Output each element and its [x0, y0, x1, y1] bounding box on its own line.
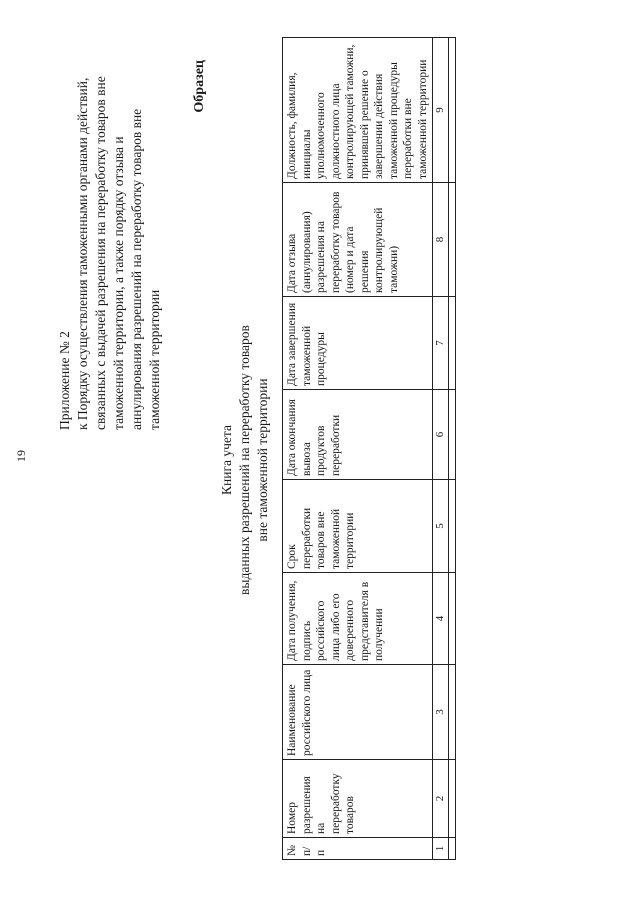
table-cell [448, 183, 455, 297]
column-number-row [433, 38, 449, 860]
column-number-cell: 8 [433, 183, 449, 297]
column-number-cell: 3 [433, 665, 449, 760]
table-header-row [283, 38, 433, 860]
sample-mark: Образец [192, 60, 207, 113]
book-title [218, 230, 272, 690]
column-number-cell: 7 [433, 297, 449, 390]
table-cell [448, 390, 455, 480]
book-title-line-1: Книга учета [219, 425, 234, 495]
header-cell: Должность, фамилия, инициалы уполномоченного должностного лица контролирующей таможни, принявшей решение о завершении действия таможенной процедуры переработки вне таможенной территории [283, 38, 433, 183]
appendix-text: к Порядку осуществления таможенными органами действий, связанных с выдачей разрешения на переработку товаров вне таможенной территории, а также порядку отзыва и аннулирования разрешений на переработку товаров вне таможенной территории [75, 76, 162, 430]
column-number-cell: 5 [433, 480, 449, 573]
header-cell: Дата отзыва (аннулирования) разрешения на переработку товаров (номер и дата решения контролирующей таможни) [283, 183, 433, 297]
table-cell [448, 665, 455, 760]
register-table [282, 37, 456, 860]
column-number-cell: 9 [433, 38, 449, 183]
table-cell [448, 38, 455, 183]
table-cell [448, 480, 455, 573]
table-cell [448, 838, 455, 860]
page-number: 19 [14, 450, 28, 462]
header-cell: Дата окончания вывоза продуктов переработки [283, 390, 433, 480]
appendix-title: Приложение № 2 [57, 331, 72, 430]
column-number-cell: 1 [433, 838, 449, 860]
header-cell: Наименование российского лица [283, 665, 433, 760]
column-number-cell: 6 [433, 390, 449, 480]
header-cell: № п/п [283, 838, 433, 860]
header-cell: Дата получения, подпись российского лица либо его доверенного представителя в получении [283, 573, 433, 665]
appendix-block [56, 50, 164, 430]
header-cell: Срок переработки товаров вне таможенной территории [283, 480, 433, 573]
column-number-cell: 4 [433, 573, 449, 665]
book-title-line-3: вне таможенной территории [255, 378, 270, 542]
header-cell: Номер разрешения на переработку товаров [283, 760, 433, 838]
column-number-cell: 2 [433, 760, 449, 838]
table-cell [448, 760, 455, 838]
table-cell [448, 297, 455, 390]
header-cell: Дата завершения таможенной процедуры [283, 297, 433, 390]
book-title-line-2: выданных разрешений на переработку товаров [237, 325, 252, 595]
table-row [448, 38, 455, 860]
table-cell [448, 573, 455, 665]
